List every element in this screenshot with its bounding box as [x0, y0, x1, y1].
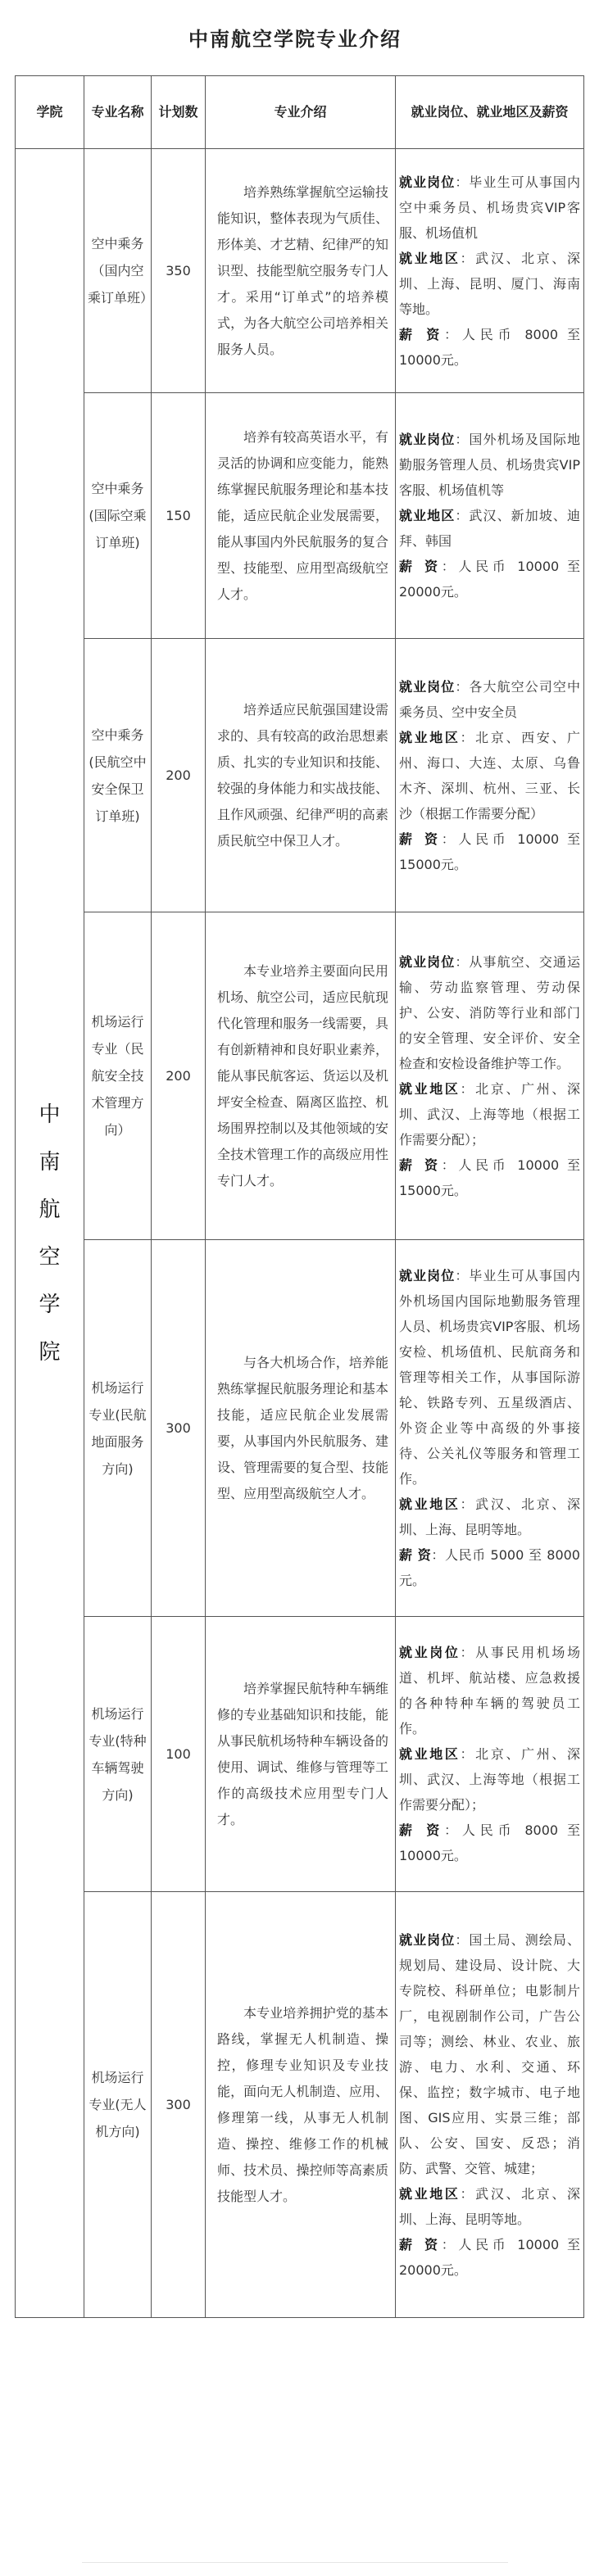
job-region-label: 就业地区 — [399, 1080, 461, 1097]
intro-text: 培养熟练掌握航空运输技能知识，整体表现为气质佳、形体美、才艺精、纪律严的知识型、技能型航空服务专门人才。采用“订单式”的培养模式，为各大航空公司培养相关服务人员。 — [217, 183, 388, 357]
major-name: 空中乘务(民航空中安全保卫订单班) — [84, 639, 152, 912]
job-region-text: ：北京、西安、广州、海口、大连、太原、乌鲁木齐、深圳、杭州、三亚、长沙（根据工作需要分配） — [399, 729, 580, 822]
job-salary — [399, 2232, 580, 2283]
job-info — [396, 1892, 584, 2318]
job-region-text: ：武汉、北京、深圳、上海、昆明等地。 — [399, 2185, 580, 2227]
job-salary-label: 薪 资 — [399, 326, 445, 342]
table-header-row — [16, 76, 584, 149]
table-row — [16, 1892, 584, 2318]
job-region — [399, 1492, 580, 1542]
job-salary-text: ：人民币 10000 至 15000元。 — [399, 1157, 580, 1198]
job-position — [399, 170, 580, 246]
job-position — [399, 1263, 580, 1492]
job-position-text: ：毕业生可从事国内外机场国内国际地勤服务管理人员、机场贵宾VIP客服、机场安检、机场值机、民航商务和管理等相关工作，从事国际游轮、铁路专列、五星级酒店、外资企业等中高级的外事接待、公关礼仪等服务和管理工作。 — [399, 1268, 580, 1487]
job-region — [399, 1741, 580, 1818]
job-position-text: ：从事民用机场场道、机坪、航站楼、应急救援的各种特种车辆的驾驶员工作。 — [399, 1645, 580, 1736]
header-school: 学院 — [16, 76, 84, 149]
job-position-text: ：国外机场及国际地勤服务管理人员、机场贵宾VIP客服、机场值机等 — [399, 432, 580, 498]
job-salary-label: 薪 资 — [399, 1157, 442, 1173]
job-salary — [399, 1542, 580, 1593]
job-salary-label: 薪 资 — [399, 831, 442, 847]
job-region-label: 就业地区 — [399, 1746, 461, 1762]
job-salary-text: ：人民币 10000 至 20000元。 — [399, 559, 580, 600]
plan-count: 300 — [152, 1240, 206, 1617]
major-name: 空中乘务（国内空乘订单班） — [84, 149, 152, 393]
major-intro — [206, 149, 396, 393]
job-info — [396, 393, 584, 639]
major-name: 空中乘务(国际空乘订单班) — [84, 393, 152, 639]
major-intro — [206, 1240, 396, 1617]
header-major: 专业名称 — [84, 76, 152, 149]
job-info — [396, 1240, 584, 1617]
majors-table — [15, 75, 584, 2318]
header-plan: 计划数 — [152, 76, 206, 149]
job-salary-text: ：人民币 10000 至 15000元。 — [399, 831, 580, 872]
plan-count: 100 — [152, 1617, 206, 1892]
job-position-text: ：毕业生可从事国内空中乘务员、机场贵宾VIP客服、机场值机 — [399, 174, 580, 241]
major-intro — [206, 393, 396, 639]
job-info — [396, 639, 584, 912]
bottom-divider — [82, 2562, 508, 2563]
job-region-text: ：武汉、新加坡、迪拜、韩国 — [399, 508, 580, 549]
job-position-text: ：从事航空、交通运输、劳动监察管理、劳动保护、公安、消防等行业和部门的安全管理、安全评价、安全检查和安检设备维护等工作。 — [399, 953, 580, 1071]
major-intro — [206, 1892, 396, 2318]
job-salary-text: ：人民币 5000 至 8000元。 — [399, 1547, 580, 1588]
job-position-label: 就业岗位 — [399, 432, 456, 447]
job-salary — [399, 1152, 580, 1203]
job-salary — [399, 826, 580, 877]
job-position-label: 就业岗位 — [399, 1268, 456, 1283]
job-region-label: 就业地区 — [399, 508, 456, 523]
major-name: 机场运行专业(民航地面服务方向) — [84, 1240, 152, 1617]
job-position — [399, 674, 580, 725]
job-info — [396, 1617, 584, 1892]
major-name: 机场运行专业（民航安全技术管理方向） — [84, 912, 152, 1240]
job-region — [399, 725, 580, 826]
intro-text: 培养掌握民航特种车辆维修的专业基础知识和技能，能从事民航机场特种车辆设备的使用、调试、维修与管理等工作的高级技术应用型专门人才。 — [217, 1680, 388, 1827]
job-region — [399, 503, 580, 554]
job-position-label: 就业岗位 — [399, 953, 456, 970]
plan-count: 350 — [152, 149, 206, 393]
major-name: 机场运行专业(无人机方向) — [84, 1892, 152, 2318]
major-intro — [206, 639, 396, 912]
header-intro: 专业介绍 — [206, 76, 396, 149]
job-salary-text: ：人民币 8000 至 10000元。 — [399, 1822, 580, 1863]
table-row — [16, 1617, 584, 1892]
job-salary-text: ：人民币 10000 至 20000元。 — [399, 2236, 580, 2278]
job-position — [399, 427, 580, 503]
job-salary-label: 薪 资 — [399, 2236, 442, 2252]
job-region-text: ：武汉、北京、深圳、上海、昆明等地。 — [399, 1496, 580, 1537]
plan-count: 300 — [152, 1892, 206, 2318]
job-region — [399, 246, 580, 322]
header-job: 就业岗位、就业地区及薪资 — [396, 76, 584, 149]
job-region — [399, 2181, 580, 2232]
intro-text: 与各大机场合作，培养能熟练掌握民航服务理论和基本技能，适应民航企业发展需要，从事国内外民航服务、建设、管理需要的复合型、技能型、应用型高级航空人才。 — [217, 1354, 388, 1501]
job-salary — [399, 1818, 580, 1868]
job-region-label: 就业地区 — [399, 1496, 461, 1512]
job-salary-label: 薪 资 — [399, 559, 442, 574]
job-position — [399, 949, 580, 1076]
job-info — [396, 149, 584, 393]
intro-text: 本专业培养拥护党的基本路线，掌握无人机制造、操控，修理专业知识及专业技能，面向无人机制造、应用、修理第一线，从事无人机制造、操控、维修工作的机械师、技术员、操控师等高素质技能型人才。 — [217, 2004, 388, 2204]
job-salary-label: 薪 资 — [399, 1547, 432, 1563]
major-intro — [206, 912, 396, 1240]
job-salary — [399, 322, 580, 373]
job-info — [396, 912, 584, 1240]
table-row — [16, 393, 584, 639]
job-salary-label: 薪 资 — [399, 1822, 445, 1838]
job-salary — [399, 554, 580, 604]
intro-text: 培养有较高英语水平，有灵活的协调和应变能力，能熟练掌握民航服务理论和基本技能，适应民航企业发展需要，能从事国内外民航服务的复合型、技能型、应用型高级航空人才。 — [217, 428, 388, 602]
job-region-label: 就业地区 — [399, 2185, 461, 2202]
table-row — [16, 912, 584, 1240]
job-position — [399, 1927, 580, 2181]
major-name: 机场运行专业(特种车辆驾驶方向) — [84, 1617, 152, 1892]
plan-count: 150 — [152, 393, 206, 639]
page-title: 中南航空学院专业介绍 — [188, 28, 402, 51]
intro-text: 培养适应民航强国建设需求的、具有较高的政治思想素质、扎实的专业知识和技能、较强的身体能力和实战技能、且作风顽强、纪律严明的高素质民航空中保卫人才。 — [217, 701, 388, 849]
job-position-text: ：各大航空公司空中乘务员、空中安全员 — [399, 678, 580, 720]
job-position-label: 就业岗位 — [399, 1645, 461, 1660]
table-row — [16, 1240, 584, 1617]
job-position-label: 就业岗位 — [399, 678, 456, 695]
job-region — [399, 1076, 580, 1152]
job-position-label: 就业岗位 — [399, 1931, 456, 1948]
plan-count: 200 — [152, 912, 206, 1240]
school-cell — [16, 149, 84, 2318]
job-position-text: ：国土局、测绘局、规划局、建设局、设计院、大专院校、科研单位；电影制片厂，电视剧制作公司，广告公司等；测绘、林业、农业、旅游、电力、水利、交通、环保、监控；数字城市、电子地图、GIS应用、实景三维；部队、公安、国安、反恐；消防、武警、交管、城建； — [399, 1931, 580, 2176]
school-name: 中南航空学院 — [39, 1102, 61, 1365]
intro-text: 本专业培养主要面向民用机场、航空公司，适应民航现代化管理和服务一线需要，具有创新精神和良好职业素养，能从事民航客运、货运以及机坪安全检查、隔离区监控、机场围界控制以及其他领域的安全技术管理工作的高级应用性专门人才。 — [217, 962, 388, 1188]
table-row — [16, 639, 584, 912]
plan-count: 200 — [152, 639, 206, 912]
job-region-text: ：北京、广州、深圳、武汉、上海等地（根据工作需要分配）； — [399, 1746, 580, 1813]
job-region-label: 就业地区 — [399, 729, 461, 745]
job-position — [399, 1640, 580, 1741]
job-position-label: 就业岗位 — [399, 174, 456, 190]
job-salary-text: ：人民币 8000 至 10000元。 — [399, 326, 580, 368]
job-region-text: ：北京、广州、深圳、武汉、上海等地（根据工作需要分配）； — [399, 1080, 580, 1148]
major-intro — [206, 1617, 396, 1892]
job-region-text: ：武汉、北京、深圳、上海、昆明、厦门、海南等地。 — [399, 250, 580, 317]
table-row — [16, 149, 584, 393]
job-region-label: 就业地区 — [399, 250, 461, 266]
